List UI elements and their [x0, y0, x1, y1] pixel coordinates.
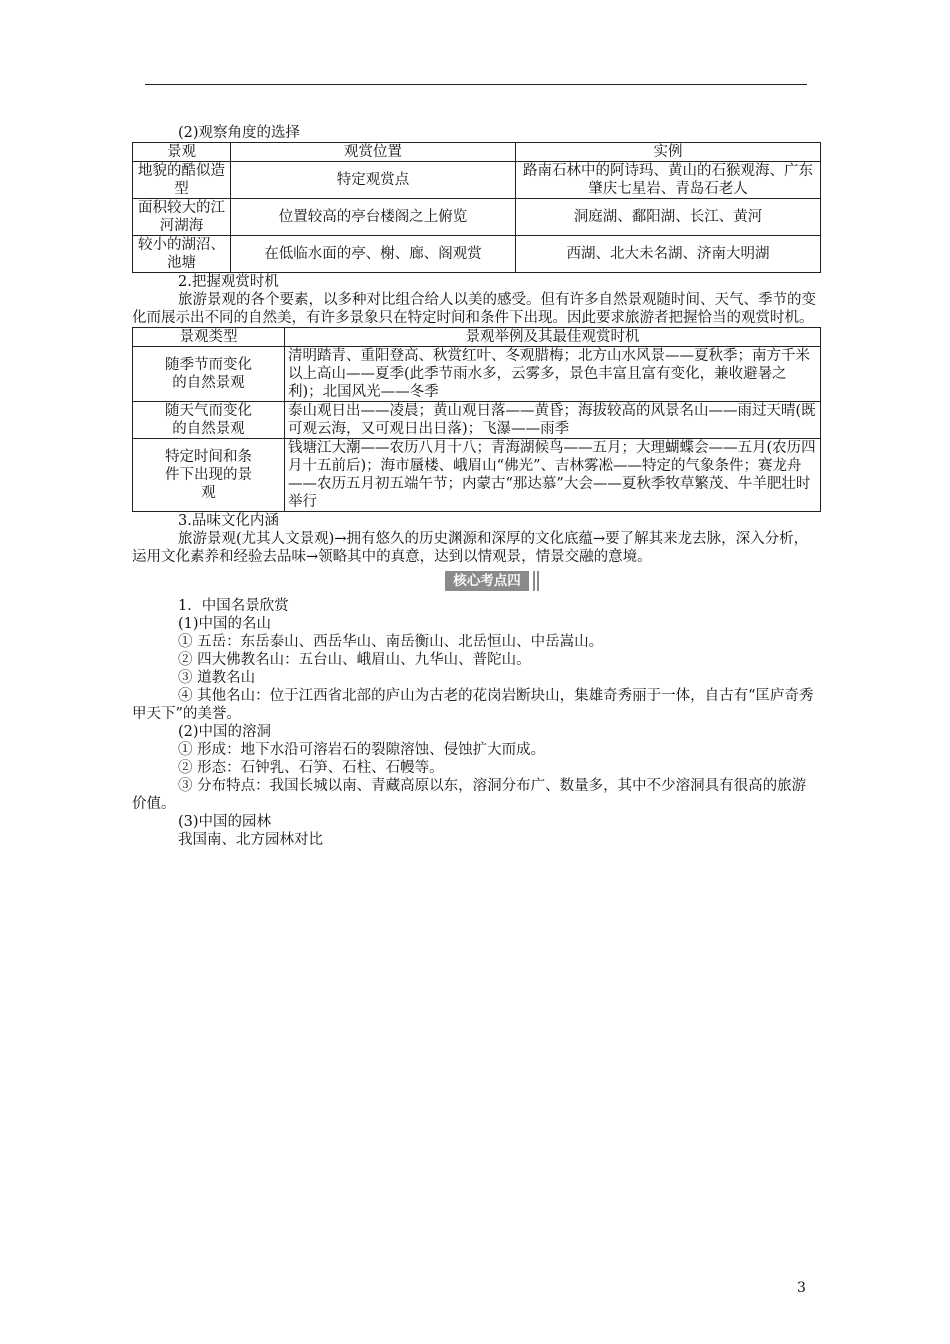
core-point-banner — [132, 571, 820, 591]
paragraph-timing: 旅游景观的各个要素，以多种对比组合给人以美的感受。但有许多自然景观随时间、天气、季节的变化而展示出不同的自然美，有许多景象只在特定时间和条件下出现。因此要求旅游者把握恰当的观赏时机。 — [132, 292, 816, 326]
table-row — [133, 199, 821, 236]
header-cell: 景观 — [133, 143, 231, 162]
section-heading-famous-scenery: 1．中国名景欣赏 — [178, 598, 289, 614]
table-row — [133, 347, 821, 402]
table-cell: 在低临水面的亭、榭、廊、阁观赏 — [231, 236, 516, 273]
list-item: ③ 道教名山 — [178, 670, 256, 686]
badge-stripes-icon — [531, 571, 539, 596]
header-cell: 实例 — [516, 143, 821, 162]
header-cell: 观赏位置 — [231, 143, 516, 162]
table-cell: 地貌的酷似造型 — [133, 162, 231, 199]
table-row — [133, 439, 821, 512]
table-cell: 钱塘江大潮——农历八月十八；青海湖候鸟——五月；大理蝴蝶会——五月(农历四月十五前后)；海市蜃楼、峨眉山“佛光”、吉林雾凇——特定的气象条件；赛龙舟——农历五月初五端午节；内蒙古“那达慕”大会——夏秋季牧草繁茂、牛羊肥壮时举行 — [285, 439, 821, 512]
table-cell: 洞庭湖、鄱阳湖、长江、黄河 — [516, 199, 821, 236]
gardens-intro: 我国南、北方园林对比 — [178, 832, 323, 848]
table-row — [133, 402, 821, 439]
table-header-row — [133, 143, 821, 162]
table-cell: 特定时间和条件下出现的景观 — [133, 439, 285, 512]
header-cell: 景观举例及其最佳观赏时机 — [285, 328, 821, 347]
table-cell: 较小的湖沼、池塘 — [133, 236, 231, 273]
document-body — [132, 124, 820, 849]
section-heading-culture: 3.品味文化内涵 — [178, 513, 279, 529]
list-item: ④ 其他名山：位于江西省北部的庐山为古老的花岗岩断块山，集雄奇秀丽于一体，自古有“匡庐奇秀甲天下”的美誉。 — [132, 688, 814, 722]
list-item: ① 形成：地下水沿可溶岩石的裂隙溶蚀、侵蚀扩大而成。 — [178, 742, 546, 758]
section-heading-viewing-angle: (2)观察角度的选择 — [178, 125, 301, 141]
table-row — [133, 236, 821, 273]
table-header-row — [133, 328, 821, 347]
header-rule — [145, 84, 807, 85]
table-cell: 随天气而变化的自然景观 — [133, 402, 285, 439]
table-cell: 西湖、北大未名湖、济南大明湖 — [516, 236, 821, 273]
page-number: 3 — [797, 1280, 806, 1296]
core-point-badge: 核心考点四 — [445, 571, 529, 591]
table-cell: 清明踏青、重阳登高、秋赏红叶、冬观腊梅；北方山水风景——夏秋季；南方千米以上高山——夏季(此季节雨水多，云雾多，景色丰富且富有变化，兼收避暑之利)；北国风光——冬季 — [285, 347, 821, 402]
table-cell: 特定观赏点 — [231, 162, 516, 199]
list-item: ② 形态：石钟乳、石笋、石柱、石幔等。 — [178, 760, 444, 776]
list-item: ② 四大佛教名山：五台山、峨眉山、九华山、普陀山。 — [178, 652, 531, 668]
table-cell: 路南石林中的阿诗玛、黄山的石猴观海、广东肇庆七星岩、青岛石老人 — [516, 162, 821, 199]
section-heading-timing: 2.把握观赏时机 — [178, 274, 279, 290]
paragraph-culture: 旅游景观(尤其人文景观)→拥有悠久的历史渊源和深厚的文化底蕴→要了解其来龙去脉，深入分析，运用文化素养和经验去品味→领略其中的真意，达到以情观景，情景交融的意境。 — [132, 531, 809, 565]
list-item: ③ 分布特点：我国长城以南、青藏高原以东，溶洞分布广、数量多，其中不少溶洞具有很高的旅游价值。 — [132, 778, 807, 812]
subheading-gardens: (3)中国的园林 — [178, 814, 272, 830]
list-item: ① 五岳：东岳泰山、西岳华山、南岳衡山、北岳恒山、中岳嵩山。 — [178, 634, 604, 650]
table-cell: 面积较大的江河湖海 — [133, 199, 231, 236]
table-cell: 随季节而变化的自然景观 — [133, 347, 285, 402]
viewing-time-table — [132, 327, 821, 512]
viewing-angle-table — [132, 142, 821, 273]
table-cell: 泰山观日出——凌晨；黄山观日落——黄昏；海拔较高的风景名山——雨过天晴(既可观云海，又可观日出日落)；飞瀑——雨季 — [285, 402, 821, 439]
subheading-caves: (2)中国的溶洞 — [178, 724, 272, 740]
subheading-mountains: (1)中国的名山 — [178, 616, 272, 632]
header-cell: 景观类型 — [133, 328, 285, 347]
table-row — [133, 162, 821, 199]
table-cell: 位置较高的亭台楼阁之上俯览 — [231, 199, 516, 236]
